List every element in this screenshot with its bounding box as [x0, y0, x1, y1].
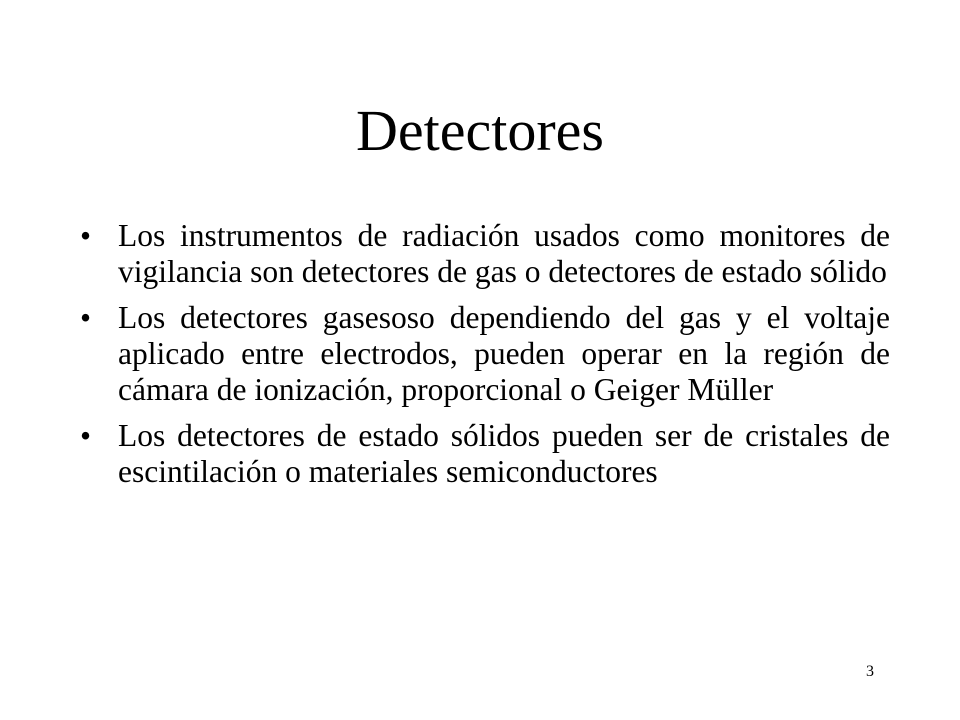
bullet-text: Los detectores gasesoso dependiendo del gas y el voltaje aplicado entre electrodos, pueden operar en la región de cámara de ionización, proporcional o Geiger Müller	[118, 300, 890, 407]
bullet-item	[80, 218, 890, 290]
slide-title: Detectores	[356, 98, 604, 163]
bullet-symbol: •	[80, 300, 92, 335]
bullet-symbol: •	[80, 218, 92, 253]
bullet-list	[80, 218, 890, 500]
bullet-item	[80, 300, 890, 408]
bullet-text: Los instrumentos de radiación usados como monitores de vigilancia son detectores de gas o detectores de estado sólido	[118, 218, 890, 289]
page-number: 3	[866, 663, 874, 680]
bullet-text: Los detectores de estado sólidos pueden ser de cristales de escintilación o materiales semiconductores	[118, 418, 890, 489]
bullet-symbol: •	[80, 418, 92, 453]
bullet-item	[80, 418, 890, 490]
